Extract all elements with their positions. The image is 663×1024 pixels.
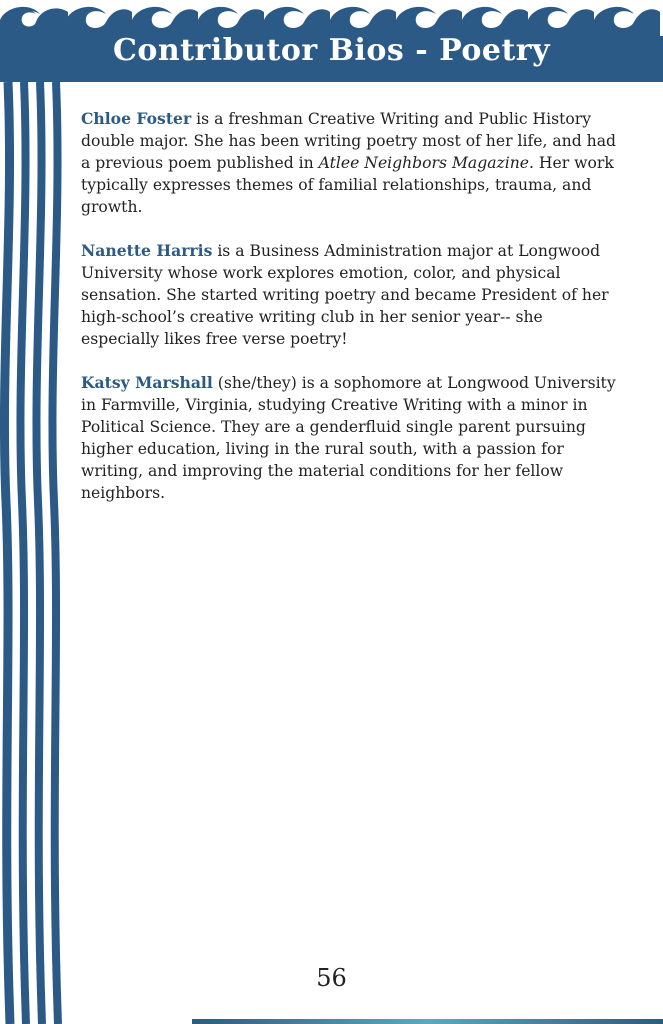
bio-text: is a freshman Creative Writing and Public History double major. She has been writing poetry most of her life, and had a previous poem published in — [81, 110, 616, 172]
page-number: 56 — [316, 964, 347, 992]
bio-text: (she/they) is a sophomore at Longwood University in Farmville, Virginia, studying Creative Writing with a minor in Political Science. They are a genderfluid single parent pursuing higher education, living in the rural south, with a passion for writing, and improving the material conditions for her fellow neighbors. — [81, 374, 616, 502]
bio-text: . Her work typically expresses themes of familial relationships, trauma, and growth. — [81, 154, 614, 216]
bio-nanette-harris — [81, 240, 621, 350]
header-banner — [0, 0, 663, 82]
page-title: Contributor Bios - Poetry — [112, 33, 551, 68]
contributor-name: Nanette Harris — [81, 241, 213, 260]
wave-decoration — [0, 0, 663, 36]
bios-content — [81, 108, 621, 526]
bio-katsy-marshall — [81, 372, 621, 504]
contributor-name: Katsy Marshall — [81, 373, 213, 392]
publication-title: Atlee Neighbors Magazine — [318, 154, 529, 172]
contributor-name: Chloe Foster — [81, 109, 192, 128]
footer-rule — [192, 1019, 663, 1024]
bio-chloe-foster — [81, 108, 621, 218]
decorative-side-lines — [0, 82, 70, 1024]
bio-text: is a Business Administration major at Longwood University whose work explores emotion, color, and physical sensation. She started writing poetry and became President of her high-school’s creative writing club in her senior year-- she especially likes free verse poetry! — [81, 242, 609, 348]
